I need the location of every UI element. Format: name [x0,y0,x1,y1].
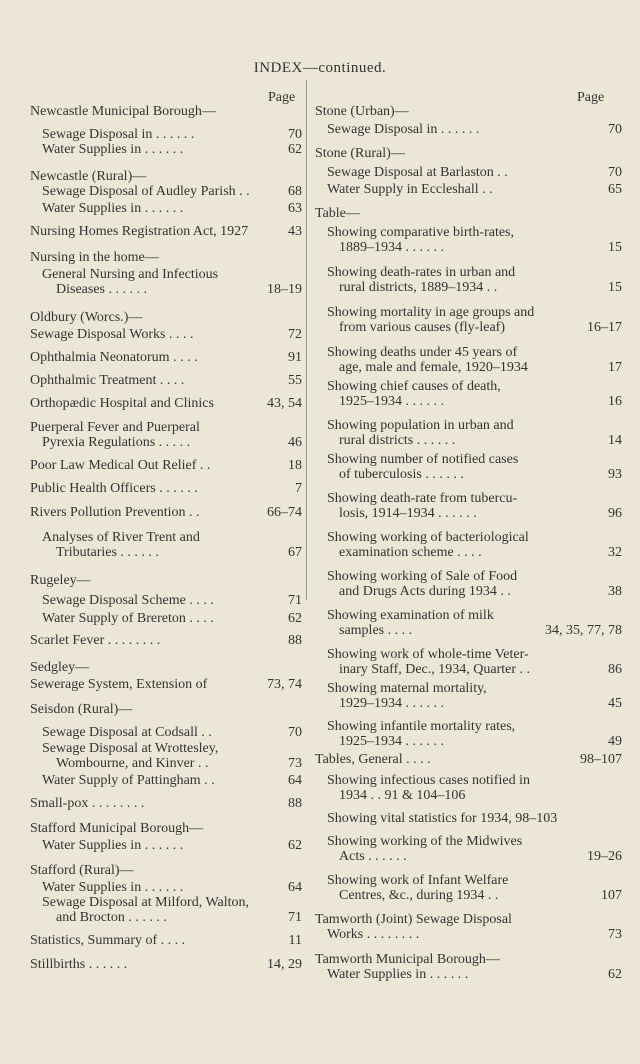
left-page-number: 18–19 [267,282,302,297]
left-index-line: Wombourne, and Kinver . . [56,756,209,771]
right-page-number: 98–107 [580,752,622,767]
right-index-line: Showing vital statistics for 1934, 98–103 [327,811,558,826]
right-index-line: Tamworth Municipal Borough— [315,952,500,967]
right-index-line: Showing death-rate from tubercu- [327,491,518,506]
left-index-line: Poor Law Medical Out Relief . . [30,458,211,473]
right-page-number: 49 [608,734,622,749]
page-heading: INDEX—continued. [253,60,387,76]
left-index-line: Water Supply of Brereton . . . . [42,611,214,626]
left-page-number: 68 [288,184,302,199]
left-index-line: Seisdon (Rural)— [30,702,133,717]
left-index-line: Newcastle Municipal Borough— [30,104,216,119]
left-page-number: 70 [288,127,302,142]
right-index-line: Stone (Urban)— [315,104,409,119]
right-index-line: rural districts . . . . . . [339,433,456,448]
right-index-line: 1934 . . 91 & 104–106 [339,788,466,803]
left-page-number: 18 [288,458,302,473]
left-page-number: 70 [288,725,302,740]
right-index-line: 1889–1934 . . . . . . [339,240,444,255]
left-index-line: Small-pox . . . . . . . . [30,796,145,811]
left-page-number: 64 [288,880,302,895]
left-index-line: Diseases . . . . . . [56,282,147,297]
right-page-number: 65 [608,182,622,197]
right-page-number: 93 [608,467,622,482]
right-page-number: 62 [608,967,622,982]
right-index-line: Table— [315,206,360,221]
right-index-line: samples . . . . [339,623,413,638]
left-index-line: Newcastle (Rural)— [30,169,147,184]
left-page-number: 73 [288,756,302,771]
left-page-number: 46 [288,435,302,450]
left-index-line: Tributaries . . . . . . [56,545,159,560]
left-index-line: Sewage Disposal at Milford, Walton, [42,895,250,910]
right-index-line: Showing working of Sale of Food [327,569,518,584]
right-index-line: Showing mortality in age groups and [327,305,535,320]
right-index-line: examination scheme . . . . [339,545,482,560]
left-page-number: 88 [288,796,302,811]
right-index-line: Acts . . . . . . [339,849,407,864]
left-page-number: 71 [288,593,302,608]
right-index-line: Showing number of notified cases [327,452,519,467]
left-page-number: 64 [288,773,302,788]
left-page-number: 43, 54 [267,396,302,411]
left-page-number: 62 [288,142,302,157]
left-page-number: 62 [288,611,302,626]
left-index-line: Statistics, Summary of . . . . [30,933,186,948]
left-index-line: Puerperal Fever and Puerperal [30,420,200,435]
right-page-number: 96 [608,506,622,521]
left-index-line: Rugeley— [30,573,91,588]
right-index-line: from various causes (fly-leaf) [339,320,505,335]
right-index-line: Showing population in urban and [327,418,514,433]
left-index-line: Sewage Disposal of Audley Parish . . [42,184,250,199]
left-page-number: 63 [288,201,302,216]
right-index-line: rural districts, 1889–1934 . . [339,280,498,295]
left-index-line: Oldbury (Worcs.)— [30,310,143,325]
left-index-line: Sewage Disposal Scheme . . . . [42,593,214,608]
right-index-line: Showing chief causes of death, [327,379,501,394]
left-index-line: Water Supply of Pattingham . . [42,773,215,788]
right-index-line: 1929–1934 . . . . . . [339,696,444,711]
left-index-line: Sewerage System, Extension of [30,677,208,692]
right-index-line: Stone (Rural)— [315,146,405,161]
left-index-line: Analyses of River Trent and [42,530,200,545]
right-index-line: Showing working of the Midwives [327,834,523,849]
right-page-number: 17 [608,360,622,375]
left-index-line: Orthopædic Hospital and Clinics [30,396,214,411]
right-index-line: Water Supply in Eccleshall . . [327,182,493,197]
right-page-number: 14 [608,433,622,448]
right-index-line: Water Supplies in . . . . . . [327,967,469,982]
left-index-line: Ophthalmic Treatment . . . . [30,373,185,388]
right-index-line: Centres, &c., during 1934 . . [339,888,499,903]
right-page-number: 15 [608,240,622,255]
right-index-line: Showing examination of milk [327,608,494,623]
right-index-line: 1925–1934 . . . . . . [339,394,444,409]
left-page-number: 62 [288,838,302,853]
right-index-line: Showing infectious cases notified in [327,773,530,788]
right-index-line: age, male and female, 1920–1934 [339,360,528,375]
left-index-line: Sedgley— [30,660,90,675]
left-index-line: Pyrexia Regulations . . . . . [42,435,191,450]
left-index-line: Rivers Pollution Prevention . . [30,505,200,520]
left-index-line: Public Health Officers . . . . . . [30,481,198,496]
right-index-line: Showing work of Infant Welfare [327,873,509,888]
left-page-number: 73, 74 [267,677,302,692]
right-index-line: Showing working of bacteriological [327,530,529,545]
right-page-number: 70 [608,122,622,137]
left-page-number: 55 [288,373,302,388]
right-page-number: 16 [608,394,622,409]
right-page-number: 34, 35, 77, 78 [545,623,622,638]
right-page-number: 107 [601,888,622,903]
right-page-number: 32 [608,545,622,560]
left-index-line: Sewage Disposal in . . . . . . [42,127,195,142]
left-page-label: Page [268,90,296,105]
right-index-line: Works . . . . . . . . [327,927,420,942]
left-page-number: 11 [288,933,302,948]
right-index-line: 1925–1934 . . . . . . [339,734,444,749]
right-page-label: Page [577,90,605,105]
right-index-line: inary Staff, Dec., 1934, Quarter . . [339,662,531,677]
left-index-line: Water Supplies in . . . . . . [42,201,184,216]
left-page-number: 91 [288,350,302,365]
left-index-line: Stafford (Rural)— [30,863,134,878]
left-index-line: Sewage Disposal Works . . . . [30,327,194,342]
right-page-number: 86 [608,662,622,677]
right-page-number: 73 [608,927,622,942]
right-index-line: Sewage Disposal in . . . . . . [327,122,480,137]
left-index-line: Stillbirths . . . . . . [30,957,128,972]
right-index-line: Showing work of whole-time Veter- [327,647,529,662]
right-index-line: Showing maternal mortality, [327,681,487,696]
right-index-line: Tables, General . . . . [315,752,431,767]
left-index-line: Stafford Municipal Borough— [30,821,204,836]
right-index-line: Tamworth (Joint) Sewage Disposal [315,912,512,927]
left-index-line: Nursing in the home— [30,250,159,265]
left-page-number: 88 [288,633,302,648]
left-index-line: Ophthalmia Neonatorum . . . . [30,350,198,365]
left-page-number: 67 [288,545,302,560]
right-index-line: and Drugs Acts during 1934 . . [339,584,511,599]
right-index-line: Showing death-rates in urban and [327,265,516,280]
right-index-line: Showing comparative birth-rates, [327,225,515,240]
right-index-line: Showing infantile mortality rates, [327,719,516,734]
right-page-number: 19–26 [587,849,622,864]
right-index-line: losis, 1914–1934 . . . . . . [339,506,477,521]
right-page-number: 70 [608,165,622,180]
left-index-line: Nursing Homes Registration Act, 1927 [30,224,249,239]
left-page-number: 7 [295,481,302,496]
right-page-number: 15 [608,280,622,295]
left-page-number: 14, 29 [267,957,302,972]
left-index-line: Water Supplies in . . . . . . [42,142,184,157]
right-index-line: Showing deaths under 45 years of [327,345,518,360]
right-page-number: 45 [608,696,622,711]
column-divider [306,80,307,600]
left-index-line: General Nursing and Infectious [42,267,219,282]
left-index-line: Scarlet Fever . . . . . . . . [30,633,161,648]
left-index-line: and Brocton . . . . . . [56,910,167,925]
left-page-number: 43 [288,224,302,239]
left-page-number: 66–74 [267,505,302,520]
left-index-line: Sewage Disposal at Wrottesley, [42,741,219,756]
right-index-line: of tuberculosis . . . . . . [339,467,464,482]
left-index-line: Sewage Disposal at Codsall . . [42,725,212,740]
left-page-number: 71 [288,910,302,925]
right-page-number: 16–17 [587,320,622,335]
left-page-number: 72 [288,327,302,342]
left-index-line: Water Supplies in . . . . . . [42,838,184,853]
right-page-number: 38 [608,584,622,599]
right-index-line: Sewage Disposal at Barlaston . . [327,165,508,180]
left-index-line: Water Supplies in . . . . . . [42,880,184,895]
